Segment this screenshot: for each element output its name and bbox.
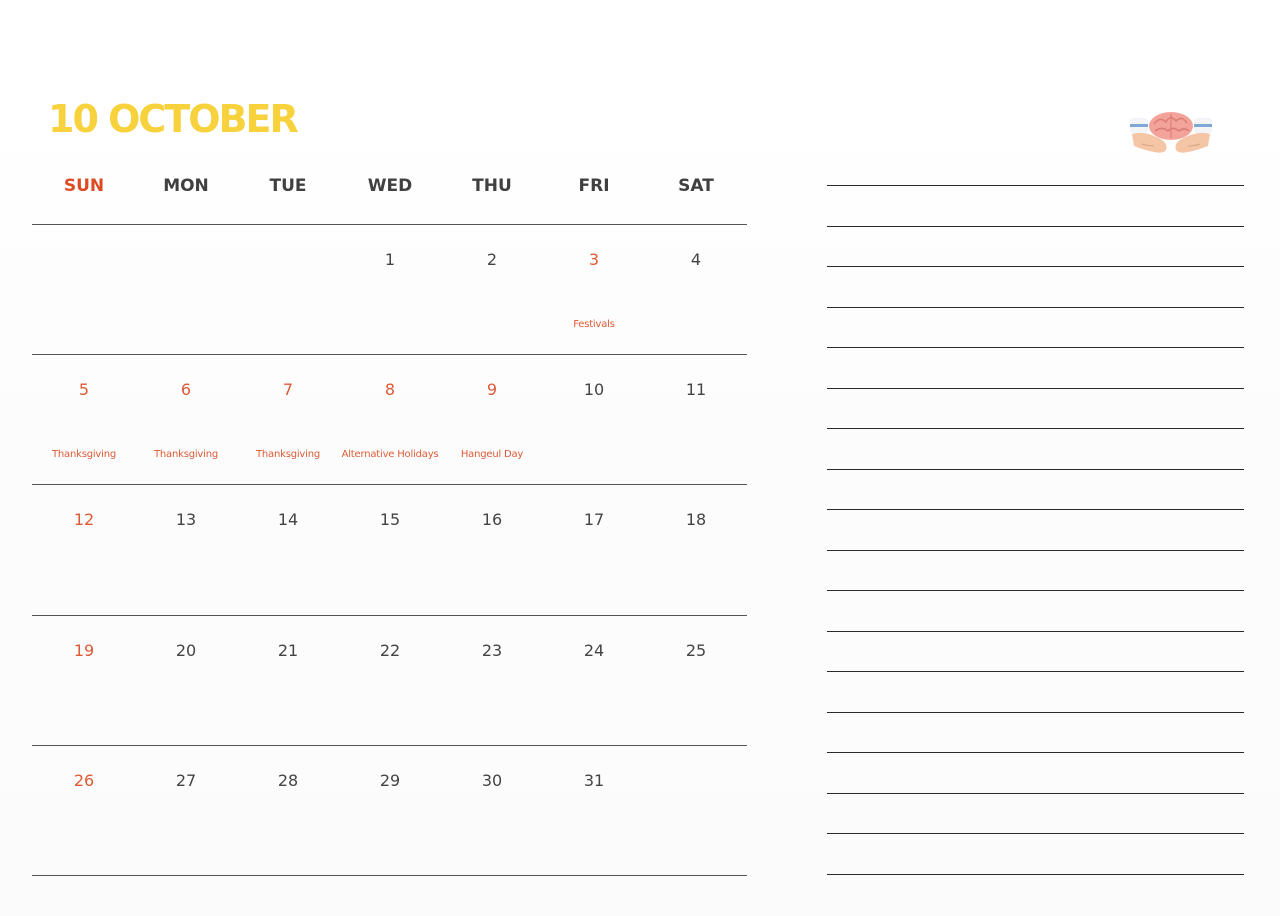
note-line[interactable] bbox=[827, 590, 1244, 591]
month-title: 10 OCTOBER bbox=[48, 97, 297, 141]
note-line[interactable] bbox=[827, 793, 1244, 794]
date-cell-12[interactable]: 12 bbox=[73, 510, 95, 529]
note-line[interactable] bbox=[827, 185, 1244, 186]
note-line[interactable] bbox=[827, 469, 1244, 470]
date-cell-3[interactable]: 3 bbox=[588, 250, 600, 269]
date-cell-1[interactable]: 1 bbox=[384, 250, 396, 269]
note-line[interactable] bbox=[827, 833, 1244, 834]
week-divider bbox=[32, 354, 747, 355]
week-divider bbox=[32, 484, 747, 485]
weekday-sun: SUN bbox=[63, 176, 105, 196]
date-cell-14[interactable]: 14 bbox=[277, 510, 299, 529]
weekday-mon: MON bbox=[163, 176, 209, 196]
date-cell-19[interactable]: 19 bbox=[73, 641, 95, 660]
note-line[interactable] bbox=[827, 752, 1244, 753]
date-cell-30[interactable]: 30 bbox=[481, 771, 503, 790]
date-cell-23[interactable]: 23 bbox=[481, 641, 503, 660]
note-line[interactable] bbox=[827, 874, 1244, 875]
date-cell-8[interactable]: 8 bbox=[384, 380, 396, 399]
event-label: Thanksgiving bbox=[255, 449, 321, 460]
note-line[interactable] bbox=[827, 307, 1244, 308]
date-cell-26[interactable]: 26 bbox=[73, 771, 95, 790]
date-cell-13[interactable]: 13 bbox=[175, 510, 197, 529]
note-line[interactable] bbox=[827, 671, 1244, 672]
note-line[interactable] bbox=[827, 428, 1244, 429]
date-cell-31[interactable]: 31 bbox=[583, 771, 605, 790]
event-label: Festivals bbox=[573, 319, 615, 330]
date-cell-18[interactable]: 18 bbox=[685, 510, 707, 529]
date-cell-16[interactable]: 16 bbox=[481, 510, 503, 529]
date-cell-5[interactable]: 5 bbox=[78, 380, 90, 399]
date-cell-2[interactable]: 2 bbox=[486, 250, 498, 269]
event-label: Hangeul Day bbox=[460, 449, 524, 460]
date-cell-21[interactable]: 21 bbox=[277, 641, 299, 660]
weekday-fri: FRI bbox=[578, 176, 610, 196]
weekday-tue: TUE bbox=[269, 176, 307, 196]
brain-hands-icon bbox=[1124, 104, 1218, 164]
week-divider bbox=[32, 224, 747, 225]
date-cell-29[interactable]: 29 bbox=[379, 771, 401, 790]
event-label: Thanksgiving bbox=[51, 449, 117, 460]
date-cell-20[interactable]: 20 bbox=[175, 641, 197, 660]
date-cell-10[interactable]: 10 bbox=[583, 380, 605, 399]
date-cell-6[interactable]: 6 bbox=[180, 380, 192, 399]
date-cell-25[interactable]: 25 bbox=[685, 641, 707, 660]
date-cell-15[interactable]: 15 bbox=[379, 510, 401, 529]
weekday-wed: WED bbox=[367, 176, 413, 196]
date-cell-28[interactable]: 28 bbox=[277, 771, 299, 790]
date-cell-11[interactable]: 11 bbox=[685, 380, 707, 399]
date-cell-9[interactable]: 9 bbox=[486, 380, 498, 399]
date-cell-17[interactable]: 17 bbox=[583, 510, 605, 529]
event-label: Thanksgiving bbox=[153, 449, 219, 460]
note-line[interactable] bbox=[827, 347, 1244, 348]
note-line[interactable] bbox=[827, 509, 1244, 510]
week-divider bbox=[32, 615, 747, 616]
date-cell-24[interactable]: 24 bbox=[583, 641, 605, 660]
date-cell-27[interactable]: 27 bbox=[175, 771, 197, 790]
note-line[interactable] bbox=[827, 388, 1244, 389]
note-line[interactable] bbox=[827, 712, 1244, 713]
week-divider bbox=[32, 745, 747, 746]
weekday-thu: THU bbox=[472, 176, 512, 196]
date-cell-7[interactable]: 7 bbox=[282, 380, 294, 399]
event-label: Alternative Holidays bbox=[341, 449, 439, 460]
date-cell-4[interactable]: 4 bbox=[690, 250, 702, 269]
note-line[interactable] bbox=[827, 266, 1244, 267]
note-line[interactable] bbox=[827, 631, 1244, 632]
note-line[interactable] bbox=[827, 550, 1244, 551]
date-cell-22[interactable]: 22 bbox=[379, 641, 401, 660]
week-divider bbox=[32, 875, 747, 876]
note-line[interactable] bbox=[827, 226, 1244, 227]
weekday-sat: SAT bbox=[678, 176, 714, 196]
